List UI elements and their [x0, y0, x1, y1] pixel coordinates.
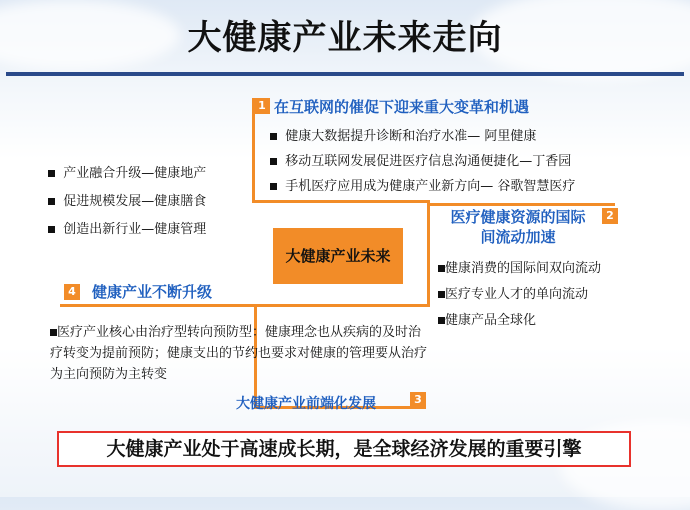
section-2-heading-line1: 医疗健康资源的国际: [450, 208, 586, 226]
title-underline: [6, 72, 684, 76]
list-item: 健康大数据提升诊断和治疗水准— 阿里健康: [270, 124, 575, 149]
section-1-list: [270, 124, 575, 199]
connector-horizontal-mid-left: [252, 200, 430, 203]
bullet-square-icon: [48, 170, 55, 177]
center-topic-box: 大健康产业未来: [273, 228, 403, 284]
bullet-square-icon: [270, 158, 277, 165]
list-item: 创造出新行业—健康管理: [48, 216, 206, 244]
section-4-heading: 健康产业不断升级: [92, 283, 213, 301]
section-4-list: [48, 160, 206, 244]
section-2-heading: [434, 207, 602, 247]
conclusion-box: 大健康产业处于高速成长期，是全球经济发展的重要引擎: [57, 431, 631, 467]
list-item: 移动互联网发展促进医疗信息沟通便捷化—丁香园: [270, 149, 575, 174]
section-4-number-badge: 4: [64, 284, 80, 300]
connector-horizontal-mid-right: [254, 304, 430, 307]
section-2-heading-line2: 间流动加速: [480, 228, 556, 246]
list-item: 促进规模发展—健康膳食: [48, 188, 206, 216]
list-item: 产业融合升级—健康地产: [48, 160, 206, 188]
bullet-square-icon: [270, 133, 277, 140]
bullet-square-icon: [50, 329, 57, 336]
bullet-square-icon: [48, 198, 55, 205]
section-2-list: [438, 256, 601, 334]
list-item: 健康产品全球化: [438, 308, 601, 334]
bullet-square-icon: [48, 226, 55, 233]
bullet-square-icon: [438, 317, 445, 324]
connector-horizontal-s4: [60, 304, 256, 307]
list-item: 医疗专业人才的单向流动: [438, 282, 601, 308]
section-3-heading: 大健康产业前端化发展: [236, 396, 376, 412]
bullet-square-icon: [270, 183, 277, 190]
list-item: 手机医疗应用成为健康产业新方向— 谷歌智慧医疗: [270, 174, 575, 199]
section-2-number-badge: 2: [602, 208, 618, 224]
section-1-heading: 在互联网的催促下迎来重大变革和机遇: [274, 98, 530, 116]
page-title: 大健康产业未来走向: [187, 18, 503, 58]
bullet-square-icon: [438, 291, 445, 298]
section-3-paragraph: 医疗产业核心由治疗型转向预防型：健康理念也从疾病的及时治疗转变为提前预防；健康支出的节约也要求对健康的管理要从治疗为主向预防为主转变: [50, 325, 428, 382]
connector-horizontal-s2: [427, 203, 615, 206]
bullet-square-icon: [438, 265, 445, 272]
list-item: 健康消费的国际间双向流动: [438, 256, 601, 282]
section-3-number-badge: 3: [410, 392, 426, 408]
section-1-number-badge: 1: [254, 98, 270, 114]
connector-vertical-right: [427, 200, 430, 306]
